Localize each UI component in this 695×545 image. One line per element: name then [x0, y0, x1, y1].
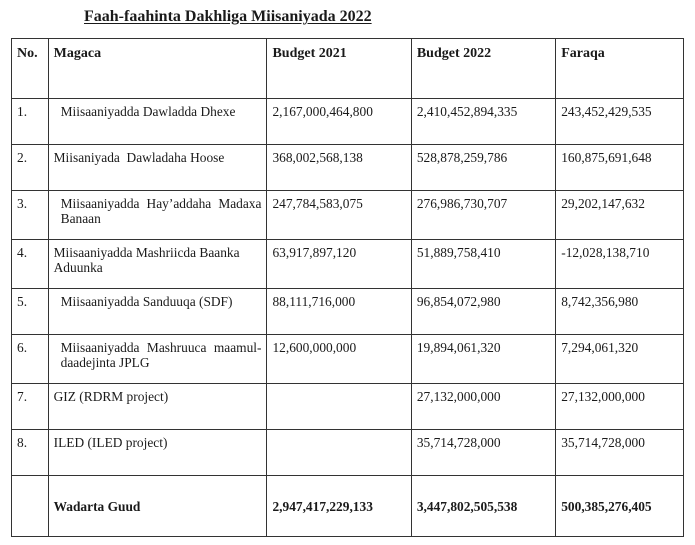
header-no: No. [12, 39, 49, 99]
row-difference: 29,202,147,632 [556, 191, 684, 240]
row-budget-2021: 63,917,897,120 [267, 240, 411, 289]
header-budget-2021: Budget 2021 [267, 39, 411, 99]
row-budget-2021: 2,167,000,464,800 [267, 99, 411, 145]
row-number: 2. [12, 145, 49, 191]
table-row [12, 384, 684, 430]
row-budget-2021: 12,600,000,000 [267, 335, 411, 384]
row-name: Miisaaniyadda Mashriicda Baanka Aduunka [48, 240, 267, 289]
table-row [12, 240, 684, 289]
row-number: 7. [12, 384, 49, 430]
table-row [12, 145, 684, 191]
row-budget-2021: 88,111,716,000 [267, 289, 411, 335]
row-number: 4. [12, 240, 49, 289]
table-row [12, 289, 684, 335]
row-budget-2021 [267, 384, 411, 430]
row-name: Miisaaniyadda Sanduuqa (SDF) [48, 289, 267, 335]
header-budget-2022: Budget 2022 [411, 39, 555, 99]
total-number-cell [12, 476, 49, 537]
table-row [12, 191, 684, 240]
row-budget-2022: 2,410,452,894,335 [411, 99, 555, 145]
row-difference: 8,742,356,980 [556, 289, 684, 335]
row-difference: 160,875,691,648 [556, 145, 684, 191]
row-difference: 243,452,429,535 [556, 99, 684, 145]
row-budget-2021: 368,002,568,138 [267, 145, 411, 191]
table-row [12, 99, 684, 145]
total-label: Wadarta Guud [48, 476, 267, 537]
row-budget-2022: 27,132,000,000 [411, 384, 555, 430]
row-number: 5. [12, 289, 49, 335]
budget-table [11, 38, 684, 537]
row-name: Miisaniyada Dawladaha Hoose [48, 145, 267, 191]
row-budget-2022: 96,854,072,980 [411, 289, 555, 335]
row-difference: 27,132,000,000 [556, 384, 684, 430]
total-budget-2021: 2,947,417,229,133 [267, 476, 411, 537]
row-budget-2021: 247,784,583,075 [267, 191, 411, 240]
row-name: Miisaaniyadda Mashruuca maamul-daadejinta JPLG [48, 335, 267, 384]
row-budget-2022: 51,889,758,410 [411, 240, 555, 289]
row-number: 8. [12, 430, 49, 476]
row-budget-2022: 276,986,730,707 [411, 191, 555, 240]
table-row [12, 430, 684, 476]
table-header-row [12, 39, 684, 99]
row-name: Miisaaniyadda Hay’addaha Madaxa Banaan [48, 191, 267, 240]
row-number: 1. [12, 99, 49, 145]
header-name: Magaca [48, 39, 267, 99]
row-name: GIZ (RDRM project) [48, 384, 267, 430]
total-difference: 500,385,276,405 [556, 476, 684, 537]
row-difference: -12,028,138,710 [556, 240, 684, 289]
row-budget-2021 [267, 430, 411, 476]
table-row [12, 335, 684, 384]
row-budget-2022: 35,714,728,000 [411, 430, 555, 476]
row-difference: 35,714,728,000 [556, 430, 684, 476]
row-budget-2022: 19,894,061,320 [411, 335, 555, 384]
row-number: 3. [12, 191, 49, 240]
row-difference: 7,294,061,320 [556, 335, 684, 384]
row-name: ILED (ILED project) [48, 430, 267, 476]
table-total-row [12, 476, 684, 537]
total-budget-2022: 3,447,802,505,538 [411, 476, 555, 537]
header-difference: Faraqa [556, 39, 684, 99]
row-name: Miisaaniyadda Dawladda Dhexe [48, 99, 267, 145]
row-number: 6. [12, 335, 49, 384]
document-title: Faah-faahinta Dakhliga Miisaniyada 2022 [84, 8, 372, 25]
row-budget-2022: 528,878,259,786 [411, 145, 555, 191]
